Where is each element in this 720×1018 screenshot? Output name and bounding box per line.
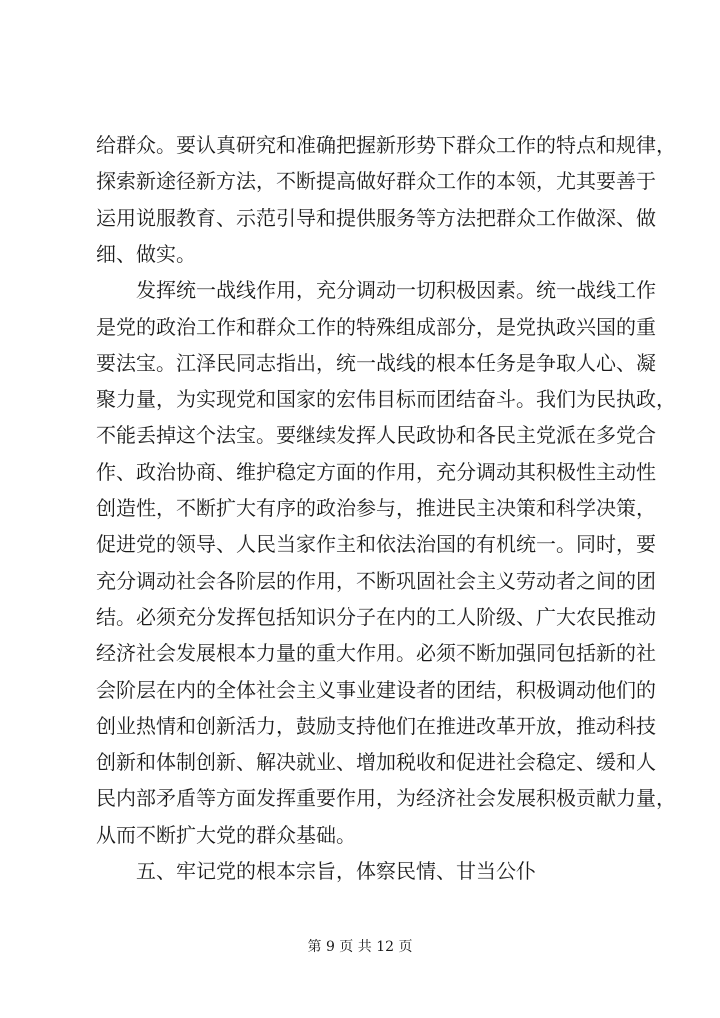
body-line: 创业热情和创新活力，鼓励支持他们在推进改革开放，推动科技: [96, 714, 656, 738]
section-heading: 五、牢记党的根本宗旨，体察民情、甘当公仆: [136, 859, 536, 883]
body-line: 充分调动社会各阶层的作用，不断巩固社会主义劳动者之间的团: [96, 569, 656, 593]
body-line: 聚力量，为实现党和国家的宏伟目标而团结奋斗。我们为民执政，: [96, 387, 676, 411]
body-line: 创造性，不断扩大有序的政治参与，推进民主决策和科学决策，: [96, 496, 656, 520]
body-line: 作、政治协商、维护稳定方面的作用，充分调动其积极性主动性: [96, 460, 656, 484]
body-line: 会阶层在内的全体社会主义事业建设者的团结，积极调动他们的: [96, 678, 656, 702]
body-line: 经济社会发展根本力量的重大作用。必须不断加强同包括新的社: [96, 641, 656, 665]
body-line: 给群众。要认真研究和准确把握新形势下群众工作的特点和规律，: [96, 133, 676, 157]
body-line: 从而不断扩大党的群众基础。: [96, 823, 356, 847]
body-line: 促进党的领导、人民当家作主和依法治国的有机统一。同时，要: [96, 532, 656, 556]
paragraph-first-line: 发挥统一战线作用，充分调动一切积极因素。统一战线工作: [136, 278, 656, 302]
body-line: 不能丢掉这个法宝。要继续发挥人民政协和各民主党派在多党合: [96, 423, 656, 447]
body-line: 细、做实。: [96, 242, 196, 266]
body-line: 探索新途径新方法，不断提高做好群众工作的本领，尤其要善于: [96, 169, 656, 193]
body-line: 结。必须充分发挥包括知识分子在内的工人阶级、广大农民推动: [96, 605, 656, 629]
body-line: 民内部矛盾等方面发挥重要作用，为经济社会发展积极贡献力量，: [96, 786, 676, 810]
body-line: 运用说服教育、示范引导和提供服务等方法把群众工作做深、做: [96, 206, 656, 230]
body-line: 要法宝。江泽民同志指出，统一战线的根本任务是争取人心、凝: [96, 351, 656, 375]
body-line: 是党的政治工作和群众工作的特殊组成部分，是党执政兴国的重: [96, 315, 656, 339]
body-line: 创新和体制创新、解决就业、增加税收和促进社会稳定、缓和人: [96, 750, 656, 774]
page-number-footer: 第 9 页 共 12 页: [307, 939, 413, 955]
